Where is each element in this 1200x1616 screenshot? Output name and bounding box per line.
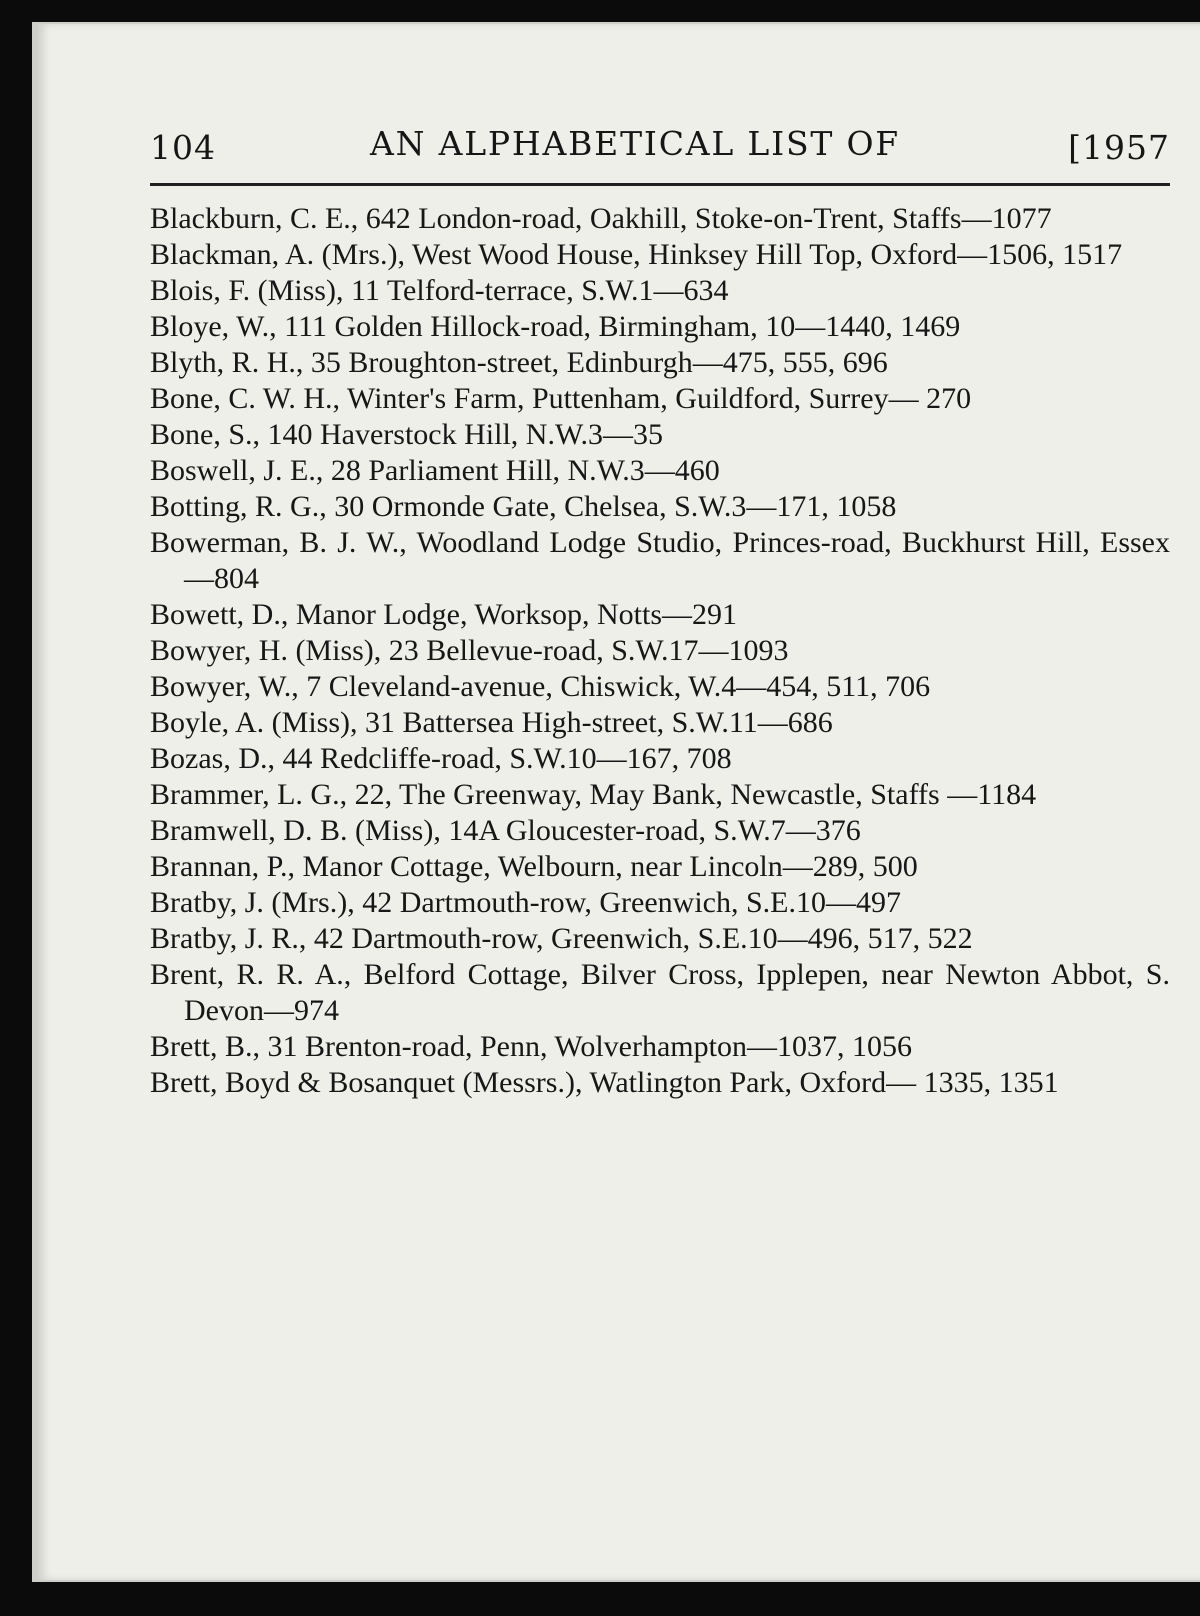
list-item: Blyth, R. H., 35 Broughton-street, Edinburgh—475, 555, 696 — [150, 346, 888, 379]
list-item: Botting, R. G., 30 Ormonde Gate, Chelsea, S.W.3—171, 1058 — [150, 490, 897, 523]
list-item: Brammer, L. G., 22, The Greenway, May Bank, Newcastle, Staffs —1184 — [150, 778, 1037, 811]
list-item: Boyle, A. (Miss), 31 Battersea High-street, S.W.11—686 — [150, 706, 833, 739]
list-item: Brett, Boyd & Bosanquet (Messrs.), Watlington Park, Oxford— 1335, 1351 — [150, 1066, 1059, 1099]
header-rule — [150, 183, 1170, 186]
list-item: Bratby, J. (Mrs.), 42 Dartmouth-row, Greenwich, S.E.10—497 — [150, 886, 901, 919]
list-item: Blackburn, C. E., 642 London-road, Oakhill, Stoke-on-Trent, Staffs—1077 — [150, 202, 1052, 235]
list-item: Bone, S., 140 Haverstock Hill, N.W.3—35 — [150, 418, 664, 451]
list-item: Brannan, P., Manor Cottage, Welbourn, near Lincoln—289, 500 — [150, 850, 918, 883]
year-label: [1957 — [1068, 128, 1170, 167]
list-item: Blois, F. (Miss), 11 Telford-terrace, S.W.1—634 — [150, 274, 729, 307]
entry-list — [150, 201, 1170, 1101]
list-item: Bowett, D., Manor Lodge, Worksop, Notts—291 — [150, 598, 737, 631]
list-item: Bowerman, B. J. W., Woodland Lodge Studio, Princes-road, Buckhurst Hill, Essex—804 — [150, 526, 1170, 595]
list-item: Boswell, J. E., 28 Parliament Hill, N.W.3—460 — [150, 454, 720, 487]
running-title: AN ALPHABETICAL LIST OF — [369, 124, 901, 163]
list-item: Bloye, W., 111 Golden Hillock-road, Birmingham, 10—1440, 1469 — [150, 310, 961, 343]
list-item: Bowyer, H. (Miss), 23 Bellevue-road, S.W.17—1093 — [150, 634, 789, 667]
page-header — [150, 104, 1170, 167]
list-item: Bozas, D., 44 Redcliffe-road, S.W.10—167, 708 — [150, 742, 732, 775]
list-item: Blackman, A. (Mrs.), West Wood House, Hinksey Hill Top, Oxford—1506, 1517 — [150, 238, 1123, 271]
list-item: Brent, R. R. A., Belford Cottage, Bilver Cross, Ipplepen, near Newton Abbot, S. Devon—974 — [150, 958, 1170, 1027]
list-item: Bratby, J. R., 42 Dartmouth-row, Greenwich, S.E.10—496, 517, 522 — [150, 922, 973, 955]
list-item: Bowyer, W., 7 Cleveland-avenue, Chiswick, W.4—454, 511, 706 — [150, 670, 931, 703]
list-item: Bone, C. W. H., Winter's Farm, Puttenham, Guildford, Surrey— 270 — [150, 382, 972, 415]
list-item: Bramwell, D. B. (Miss), 14A Gloucester-road, S.W.7—376 — [150, 814, 861, 847]
page-number: 104 — [150, 128, 216, 167]
list-item: Brett, B., 31 Brenton-road, Penn, Wolverhampton—1037, 1056 — [150, 1030, 912, 1063]
